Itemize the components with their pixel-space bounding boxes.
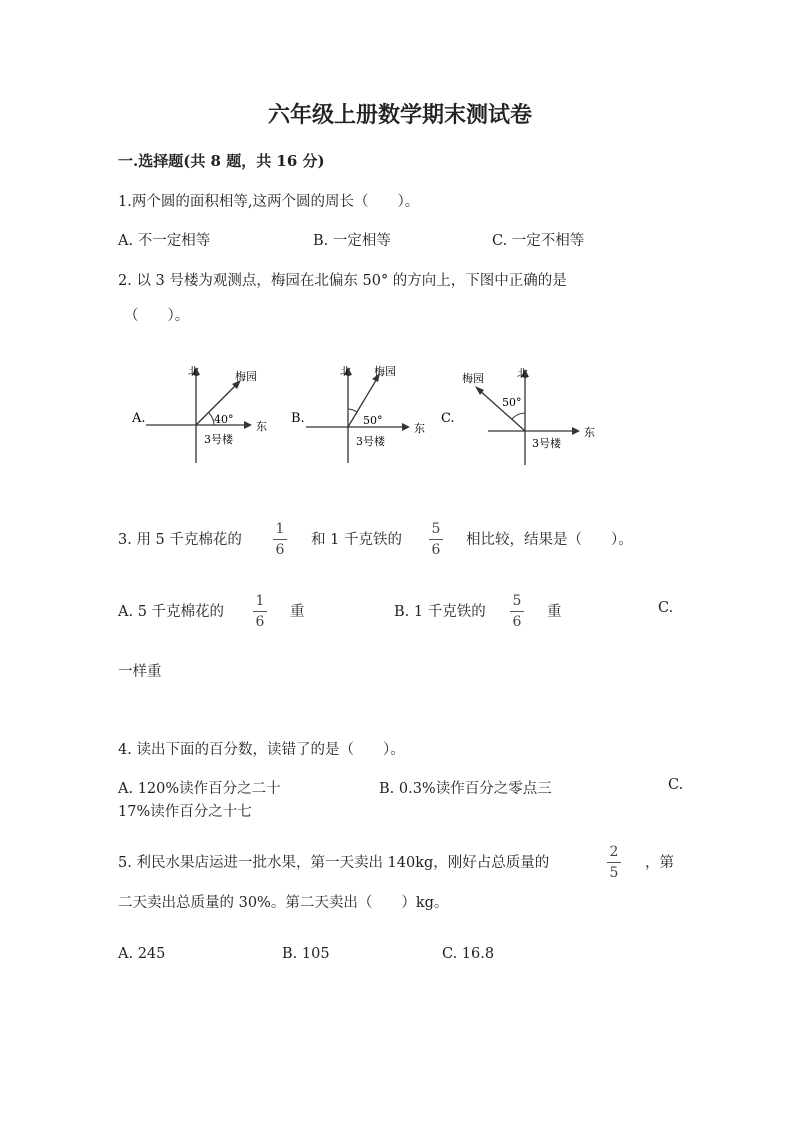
question-3-option-a-suffix: 重	[290, 604, 305, 620]
fraction-denominator: 6	[512, 614, 522, 630]
question-5-line-2: 二天卖出总质量的 30%。第二天卖出（ ）kg。	[118, 895, 449, 911]
garden-label: 梅园	[462, 372, 484, 385]
fraction-numerator: 1	[275, 521, 285, 537]
diagram-option-a	[131, 365, 267, 463]
fraction-numerator: 5	[512, 593, 522, 609]
fraction-numerator: 2	[609, 844, 619, 860]
east-label: 东	[256, 420, 267, 433]
question-4-option-b: B. 0.3%读作百分之零点三	[379, 781, 552, 797]
question-3-option-c-label: C.	[658, 600, 674, 616]
question-2-stem: 2. 以 3 号楼为观测点，梅园在北偏东 50° 的方向上，下图中正确的是	[118, 273, 567, 289]
question-1-option-c: C. 一定不相等	[492, 233, 585, 249]
building-label: 3号楼	[532, 437, 561, 450]
question-3-part-2: 和 1 千克铁的	[311, 532, 402, 548]
question-3-option-b-suffix: 重	[547, 604, 562, 620]
fraction-one-sixth	[253, 592, 267, 631]
diagram-c-label: C.	[441, 411, 455, 426]
question-1-stem: 1.两个圆的面积相等,这两个圆的周长（ ）。	[118, 194, 420, 210]
fraction-denominator: 6	[275, 542, 285, 558]
question-3-option-a: A. 5 千克棉花的	[118, 604, 225, 620]
fraction-denominator: 5	[609, 865, 619, 881]
building-label: 3号楼	[356, 435, 385, 448]
question-3-part-1: 3. 用 5 千克棉花的	[118, 532, 242, 548]
angle-label-c: 50°	[502, 396, 522, 409]
north-label: 北	[517, 367, 528, 380]
diagram-b-label: B.	[291, 411, 305, 426]
diagram-a-label: A.	[132, 411, 146, 426]
question-5-part-1: 5. 利民水果店运进一批水果，第一天卖出 140kg，刚好占总质量的	[118, 855, 550, 871]
fraction-five-sixths	[429, 520, 443, 559]
question-4-option-c-label: C.	[668, 777, 684, 793]
fraction-denominator: 6	[255, 614, 265, 630]
building-label: 3号楼	[204, 433, 233, 446]
angle-label-b: 50°	[363, 414, 383, 427]
fraction-numerator: 5	[431, 521, 441, 537]
diagram-option-b	[291, 364, 425, 463]
question-2-blank: （ ）。	[124, 308, 190, 324]
fraction-denominator: 6	[431, 542, 441, 558]
question-5-part-2: ，第	[645, 855, 674, 871]
garden-label: 梅园	[374, 365, 396, 378]
question-3-option-b: B. 1 千克铁的	[394, 604, 486, 620]
garden-label: 梅园	[235, 370, 257, 383]
question-1-option-a: A. 不一定相等	[118, 233, 211, 249]
north-label: 北	[340, 365, 351, 378]
question-4-option-a: A. 120%读作百分之二十	[118, 781, 281, 797]
fraction-two-fifths	[607, 843, 621, 882]
page-title: 六年级上册数学期末测试卷	[267, 102, 532, 128]
fraction-numerator: 1	[255, 593, 265, 609]
question-5-option-a: A. 245	[118, 946, 166, 962]
angle-label-a: 40°	[214, 413, 234, 426]
fraction-one-sixth	[273, 520, 287, 559]
section-heading: 一.选择题(共 8 题，共 16 分)	[118, 152, 325, 170]
north-label: 北	[188, 365, 199, 378]
east-label: 东	[414, 422, 425, 435]
east-label: 东	[584, 426, 595, 439]
question-3-part-3: 相比较，结果是（ ）。	[466, 532, 633, 548]
question-3-option-c: 一样重	[118, 664, 162, 680]
direction-diagram	[118, 355, 608, 470]
question-4-stem: 4. 读出下面的百分数，读错了的是（ ）。	[118, 742, 405, 758]
question-4-option-c: 17%读作百分之十七	[118, 804, 252, 820]
question-5-option-c: C. 16.8	[442, 946, 495, 962]
question-1-option-b: B. 一定相等	[313, 233, 391, 249]
diagram-option-c	[441, 367, 595, 465]
fraction-five-sixths	[510, 592, 524, 631]
question-5-option-b: B. 105	[282, 946, 330, 962]
